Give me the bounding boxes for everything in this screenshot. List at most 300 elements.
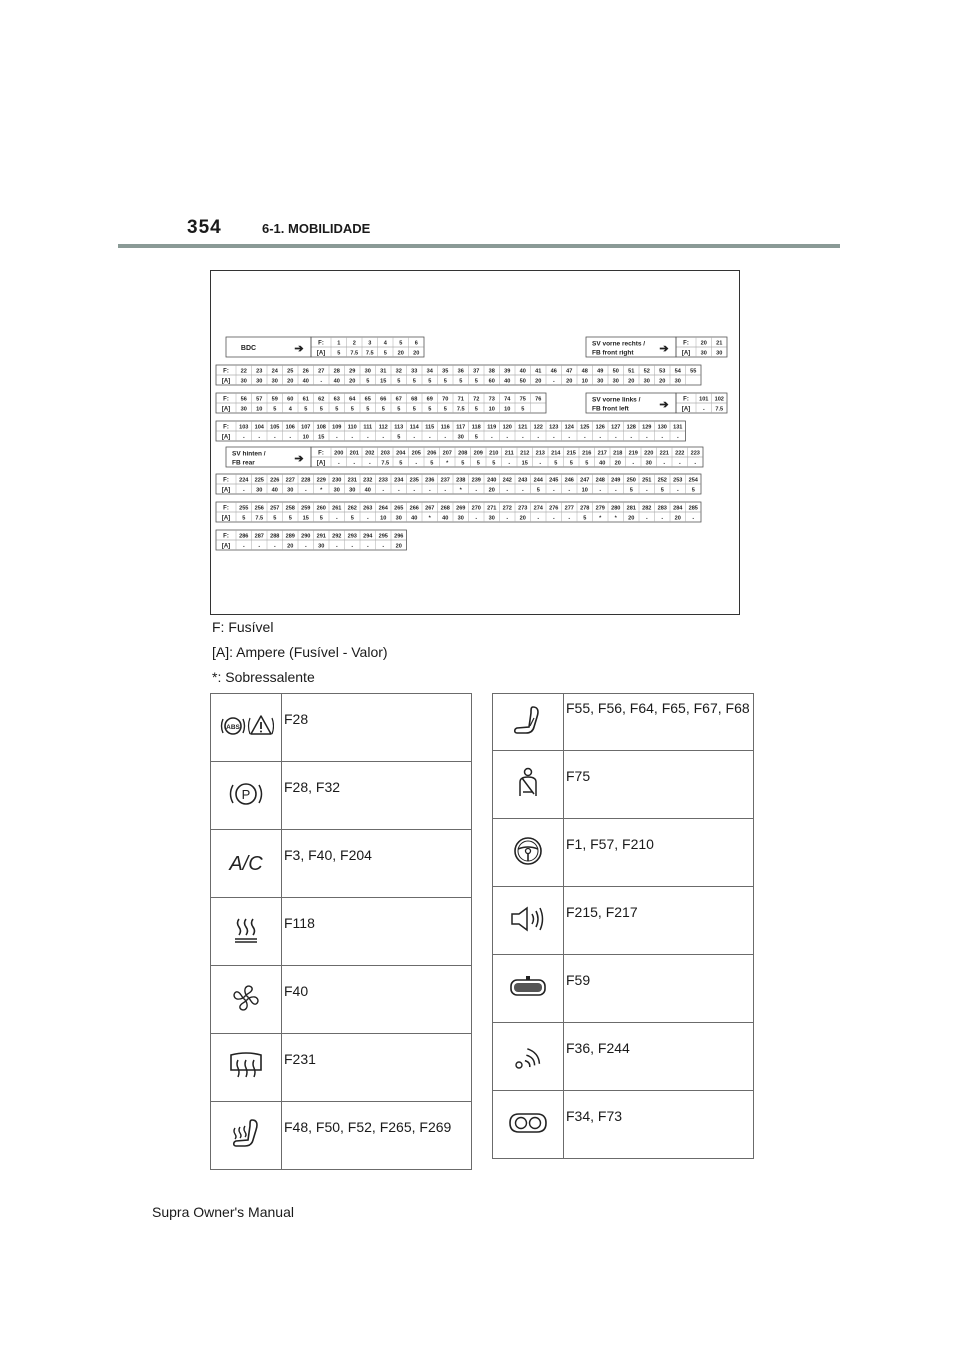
fuse-number: 32: [395, 368, 402, 375]
parking-brake-icon: [211, 762, 282, 830]
bdc-panel-arrow-icon: ➔: [294, 343, 304, 355]
table-row: [493, 1023, 754, 1091]
seatbelt-icon: [493, 751, 564, 819]
fuse-ampere: 5: [399, 460, 403, 467]
fuse-number: 284: [673, 505, 683, 512]
fuse-ampere: 5: [383, 350, 387, 357]
table-row: [211, 762, 472, 830]
fuse-ampere: 30: [716, 350, 723, 357]
right-row-7-text: F34, F73: [564, 1091, 754, 1159]
fuse-ampere: 20: [674, 515, 681, 522]
fuse-number: 53: [659, 368, 666, 375]
fuse-number: 201: [349, 450, 359, 457]
fuse-ampere: 20: [349, 378, 356, 385]
fuse-number: 117: [456, 424, 466, 431]
fuse-ampere: -: [353, 460, 356, 467]
fuse-ampere: 10: [380, 515, 387, 522]
fuse-number: 124: [564, 424, 574, 431]
fuse-number: 287: [254, 533, 264, 540]
fuse-number: 107: [301, 424, 311, 431]
fuse-number: 110: [347, 424, 357, 431]
fuse-number: 265: [394, 505, 404, 512]
fuse-number: 76: [535, 396, 542, 403]
fuse-ampere: 7.5: [715, 406, 724, 413]
fuse-number: 23: [256, 368, 263, 375]
fuse-ampere: -: [368, 460, 371, 467]
fuse-number: 29: [349, 368, 356, 375]
fuse-ampere: 10: [581, 487, 588, 494]
fuse-ampere: -: [521, 434, 524, 441]
fuse-number: 243: [518, 477, 528, 484]
fuse-number: 215: [566, 450, 576, 457]
fuse-ampere: 30: [612, 378, 619, 385]
fuse-ampere: 20: [488, 487, 495, 494]
fuse-number: 105: [270, 424, 280, 431]
fuse-ampere: -: [676, 434, 679, 441]
fuse-ampere: 5: [443, 378, 447, 385]
fuse-ampere: -: [506, 487, 509, 494]
front-left-panel-arrow-icon: ➔: [659, 399, 669, 411]
amp-row-label: [A]: [681, 406, 691, 413]
fuse-ampere: -: [678, 460, 681, 467]
fuse-number: 103: [239, 424, 249, 431]
rear-defroster-icon: [211, 1034, 282, 1102]
fuse-ampere: 20: [535, 378, 542, 385]
right-row-5-text: F59: [564, 955, 754, 1023]
fuse-ampere: -: [692, 515, 695, 522]
fuse-ampere: -: [428, 487, 431, 494]
fuse-number: 285: [688, 505, 698, 512]
fuse-ampere: 30: [457, 434, 464, 441]
fuse-number: 74: [504, 396, 511, 403]
fuse-number: 24: [271, 368, 278, 375]
fuse-number: 38: [488, 368, 495, 375]
rear-panel-arrow-icon: ➔: [294, 453, 304, 465]
fuse-ampere: 15: [521, 460, 528, 467]
fuse-number: 114: [409, 424, 419, 431]
fuse-number: 211: [504, 450, 514, 457]
fuse-number: 231: [347, 477, 357, 484]
fuse-ampere: -: [335, 543, 338, 550]
fuse-ampere: -: [382, 487, 385, 494]
front-right-panel-arrow-icon: ➔: [659, 343, 669, 355]
fuse-ampere: 5: [492, 460, 496, 467]
front-right-panel-line1: SV vorne rechts /: [592, 340, 646, 348]
table-row: [493, 887, 754, 955]
fuse-ampere: -: [444, 434, 447, 441]
fuse-number: 261: [332, 505, 342, 512]
fuse-number: 277: [564, 505, 574, 512]
fuse-number: 65: [364, 396, 371, 403]
fuse-ampere: *: [320, 487, 323, 494]
amp-row-label: [A]: [221, 406, 231, 413]
fuse-ampere: -: [413, 487, 416, 494]
fuse-number: 294: [363, 533, 373, 540]
fuse-ampere: 5: [521, 406, 525, 413]
fuse-ampere: 5: [366, 378, 370, 385]
fuse-number: 278: [580, 505, 590, 512]
fuse-ampere: -: [415, 460, 418, 467]
fuse-ampere: 7.5: [365, 350, 374, 357]
fuse-number: 125: [580, 424, 590, 431]
fuse-number: 200: [334, 450, 344, 457]
table-row: [493, 955, 754, 1023]
fuse-number: 68: [411, 396, 418, 403]
fuse-ampere: 30: [597, 378, 604, 385]
fuse-ampere: 40: [504, 378, 511, 385]
fuse-ampere: -: [508, 460, 511, 467]
fuse-number: 60: [287, 396, 294, 403]
fuse-number: 67: [395, 396, 402, 403]
fuse-number: 291: [316, 533, 326, 540]
fuse-ampere: 10: [581, 378, 588, 385]
fuse-number: 235: [409, 477, 419, 484]
fuse-row-label: F:: [223, 424, 229, 431]
fuse-number: 221: [659, 450, 669, 457]
fuse-number: 63: [333, 396, 340, 403]
fuse-number: 101: [699, 396, 709, 403]
fuse-number: 218: [613, 450, 623, 457]
fuse-ampere: 5: [350, 406, 354, 413]
section-title: 6-1. MOBILIDADE: [262, 221, 371, 236]
fuse-ampere: -: [694, 460, 697, 467]
table-row: [493, 819, 754, 887]
fuse-ampere: -: [614, 487, 617, 494]
table-row: [211, 1034, 472, 1102]
fuse-ampere: 5: [443, 406, 447, 413]
fuse-number: 295: [378, 533, 388, 540]
table-row: [211, 1102, 472, 1170]
fuse-number: 127: [611, 424, 621, 431]
right-row-6-text: F36, F244: [564, 1023, 754, 1091]
fuse-ampere: 20: [614, 460, 621, 467]
fuse-number: 279: [595, 505, 605, 512]
fuse-ampere: 20: [397, 350, 404, 357]
fuse-number: 51: [628, 368, 635, 375]
fuse-number: 130: [657, 424, 667, 431]
fuse-number: 31: [380, 368, 387, 375]
left-fuse-table: [210, 693, 472, 1170]
fuse-ampere: 7.5: [255, 515, 264, 522]
header-rule: [118, 244, 840, 248]
fuse-number: 242: [502, 477, 512, 484]
fuse-ampere: 40: [271, 487, 278, 494]
fuse-ampere: 5: [273, 406, 277, 413]
fuse-ampere: 40: [599, 460, 606, 467]
fuse-ampere: -: [552, 487, 555, 494]
fuse-ampere: 20: [519, 515, 526, 522]
fuse-row-label: F:: [318, 450, 324, 457]
fuse-ampere: -: [413, 434, 416, 441]
fuse-ampere: -: [521, 487, 524, 494]
fuse-number: 246: [564, 477, 574, 484]
fuse-number: 115: [425, 424, 435, 431]
footer-title: Supra Owner's Manual: [152, 1204, 294, 1220]
fuse-number: 281: [626, 505, 636, 512]
fuse-ampere: 15: [302, 515, 309, 522]
fuse-diagram: [210, 270, 740, 615]
fuse-number: 27: [318, 368, 325, 375]
fuse-number: 50: [612, 368, 619, 375]
fuse-number: 276: [549, 505, 559, 512]
fuse-number: 3: [368, 340, 372, 347]
fuse-number: 36: [457, 368, 464, 375]
fuse-number: 66: [380, 396, 387, 403]
fuse-number: 120: [502, 424, 512, 431]
fuse-ampere: *: [459, 487, 462, 494]
speaker-icon: [493, 887, 564, 955]
fuse-ampere: -: [537, 434, 540, 441]
fuse-number: 131: [673, 424, 683, 431]
table-row: [493, 1091, 754, 1159]
fuse-number: 239: [471, 477, 481, 484]
fuse-number: 224: [239, 477, 249, 484]
fuse-ampere: -: [630, 434, 633, 441]
fuse-number: 6: [414, 340, 418, 347]
left-row-1-text: F28: [282, 694, 472, 762]
fuse-ampere: 5: [319, 515, 323, 522]
fuse-ampere: 30: [674, 378, 681, 385]
fuse-ampere: 5: [350, 515, 354, 522]
fuse-ampere: -: [676, 487, 679, 494]
fuse-number: 49: [597, 368, 604, 375]
fuse-ampere: 5: [242, 515, 246, 522]
amp-row-label: [A]: [221, 434, 231, 441]
fuse-ampere: -: [304, 487, 307, 494]
fuse-number: 266: [409, 505, 419, 512]
fuse-ampere: 20: [413, 350, 420, 357]
fuse-ampere: -: [568, 434, 571, 441]
table-row: [493, 751, 754, 819]
legend-ampere: [A]: Ampere (Fusível - Valor): [212, 644, 388, 660]
legend-spare: *: Sobressalente: [212, 669, 315, 685]
fuse-ampere: 5: [397, 434, 401, 441]
fuse-ampere: 5: [476, 460, 480, 467]
fuse-number: 260: [316, 505, 326, 512]
fuse-ampere: 20: [287, 543, 294, 550]
fuse-ampere: -: [645, 434, 648, 441]
fuse-number: 262: [347, 505, 357, 512]
fuse-ampere: -: [632, 460, 635, 467]
fuse-number: 222: [675, 450, 685, 457]
fuse-ampere: -: [702, 406, 705, 413]
fuse-number: 106: [285, 424, 295, 431]
fuse-ampere: 7.5: [381, 460, 390, 467]
fuse-number: 116: [440, 424, 450, 431]
fuse-number: 220: [644, 450, 654, 457]
fuse-ampere: 50: [519, 378, 526, 385]
fuse-number: 268: [440, 505, 450, 512]
fuse-number: 280: [611, 505, 621, 512]
fuse-row-label: F:: [683, 340, 689, 347]
fuse-ampere: -: [366, 515, 369, 522]
fuse-number: 282: [642, 505, 652, 512]
fuse-ampere: 5: [397, 378, 401, 385]
fuse-ampere: 10: [256, 406, 263, 413]
fuse-row-label: F:: [223, 477, 229, 484]
fuse-ampere: -: [428, 434, 431, 441]
fuse-number: 35: [442, 368, 449, 375]
fuse-ampere: 5: [366, 406, 370, 413]
page-number: 354: [187, 217, 222, 238]
fuse-ampere: 4: [288, 406, 292, 413]
left-row-4-text: F118: [282, 898, 472, 966]
table-row: [211, 830, 472, 898]
fuse-number: 274: [533, 505, 543, 512]
fuse-ampere: -: [337, 460, 340, 467]
fuse-number: 118: [471, 424, 481, 431]
left-row-6-text: F231: [282, 1034, 472, 1102]
fuse-ampere: -: [506, 515, 509, 522]
fuse-number: 225: [254, 477, 264, 484]
fuse-ampere: -: [552, 378, 555, 385]
fuse-number: 229: [316, 477, 326, 484]
fuse-number: 205: [411, 450, 421, 457]
fuse-ampere: -: [273, 434, 276, 441]
fuse-number: 240: [487, 477, 497, 484]
fuse-ampere: 20: [628, 515, 635, 522]
fuse-ampere: 30: [271, 378, 278, 385]
left-row-2-text: F28, F32: [282, 762, 472, 830]
left-row-3-text: F3, F40, F204: [282, 830, 472, 898]
fuse-ampere: -: [382, 543, 385, 550]
fuse-number: 213: [535, 450, 545, 457]
fuse-ampere: 40: [364, 487, 371, 494]
fuse-ampere: 5: [536, 487, 540, 494]
fuse-ampere: *: [599, 515, 602, 522]
fuse-ampere: -: [568, 487, 571, 494]
fuse-number: 288: [270, 533, 280, 540]
amp-row-label: [A]: [316, 350, 326, 357]
fuse-ampere: 7.5: [350, 350, 359, 357]
fuse-number: 234: [394, 477, 404, 484]
fuse-number: 253: [673, 477, 683, 484]
fuse-ampere: -: [537, 515, 540, 522]
legend-fuse: F: Fusível: [212, 619, 274, 635]
fuse-ampere: -: [661, 515, 664, 522]
fuse-number: 57: [256, 396, 263, 403]
fuse-number: 41: [535, 368, 542, 375]
table-row: [211, 898, 472, 966]
fuse-ampere: 10: [302, 434, 309, 441]
fuse-ampere: -: [475, 515, 478, 522]
rear-panel-line1: SV hinten /: [232, 450, 266, 458]
fuse-ampere: 40: [442, 515, 449, 522]
fuse-ampere: 5: [459, 378, 463, 385]
fuse-number: 122: [533, 424, 543, 431]
amp-row-label: [A]: [221, 487, 231, 494]
table-row: [211, 966, 472, 1034]
fuse-ampere: -: [258, 543, 261, 550]
fuse-number: 34: [426, 368, 433, 375]
fuse-ampere: 30: [645, 460, 652, 467]
fuse-number: 22: [240, 368, 247, 375]
wireless-icon: [493, 1023, 564, 1091]
fuse-row-label: F:: [318, 340, 324, 347]
bdc-panel-text: BDC: [240, 345, 257, 352]
fuse-row-label: F:: [683, 396, 689, 403]
right-row-1-text: F55, F56, F64, F65, F67, F68: [564, 694, 754, 751]
fuse-ampere: *: [446, 460, 449, 467]
fuse-number: 223: [690, 450, 700, 457]
fuse-ampere: 30: [457, 515, 464, 522]
seat-icon: [493, 694, 564, 751]
right-row-3-text: F1, F57, F210: [564, 819, 754, 887]
fuse-ampere: 5: [288, 515, 292, 522]
fuse-number: 228: [301, 477, 311, 484]
fuse-ampere: 5: [569, 460, 573, 467]
fuse-number: 207: [442, 450, 452, 457]
fuse-ampere: -: [335, 515, 338, 522]
fuse-number: 1: [337, 340, 341, 347]
fuse-ampere: -: [351, 543, 354, 550]
svg-text:ABS: ABS: [226, 724, 240, 731]
fuse-number: 126: [595, 424, 605, 431]
fuse-number: 245: [549, 477, 559, 484]
fuse-number: 255: [239, 505, 249, 512]
fuse-number: 25: [287, 368, 294, 375]
fuse-number: 2: [352, 340, 356, 347]
fuse-ampere: -: [242, 434, 245, 441]
fuse-ampere: 40: [411, 515, 418, 522]
fuse-number: 28: [333, 368, 340, 375]
fuse-number: 286: [239, 533, 249, 540]
instrument-cluster-icon: [493, 1091, 564, 1159]
fuse-ampere: -: [645, 515, 648, 522]
fuse-ampere: 5: [629, 487, 633, 494]
fuse-number: 263: [363, 505, 373, 512]
fuse-number: 202: [365, 450, 375, 457]
fuse-number: 48: [581, 368, 588, 375]
fuse-number: 256: [254, 505, 264, 512]
fuse-number: 232: [363, 477, 373, 484]
fuse-ampere: 5: [397, 406, 401, 413]
fuse-ampere: 15: [318, 434, 325, 441]
heated-seat-icon: [211, 1102, 282, 1170]
front-left-panel-line2: FB front left: [592, 405, 629, 413]
fuse-ampere: 5: [273, 515, 277, 522]
fuse-number: 203: [380, 450, 390, 457]
fuse-number: 296: [394, 533, 404, 540]
fuse-number: 210: [489, 450, 499, 457]
fuse-ampere: -: [273, 543, 276, 550]
fuse-row-label: F:: [223, 368, 229, 375]
fuse-number: 206: [427, 450, 437, 457]
fuse-number: 21: [716, 340, 723, 347]
fuse-number: 39: [504, 368, 511, 375]
fuse-number: 52: [643, 368, 650, 375]
amp-row-label: [A]: [681, 350, 691, 357]
fuse-number: 227: [285, 477, 295, 484]
fuse-number: 30: [364, 368, 371, 375]
fuse-ampere: 30: [318, 543, 325, 550]
fuse-ampere: -: [366, 543, 369, 550]
fuse-ampere: *: [614, 515, 617, 522]
fuse-number: 289: [285, 533, 295, 540]
fuse-number: 33: [411, 368, 418, 375]
table-row: [493, 694, 754, 751]
rearview-mirror-icon: [493, 955, 564, 1023]
fuse-number: 292: [332, 533, 342, 540]
fuse-number: 219: [628, 450, 638, 457]
fuse-ampere: 5: [428, 406, 432, 413]
fuse-number: 54: [674, 368, 681, 375]
fuse-number: 61: [302, 396, 309, 403]
fuse-ampere: 30: [240, 406, 247, 413]
fuse-number: 208: [458, 450, 468, 457]
fuse-ampere: *: [428, 515, 431, 522]
fuse-ampere: -: [397, 487, 400, 494]
